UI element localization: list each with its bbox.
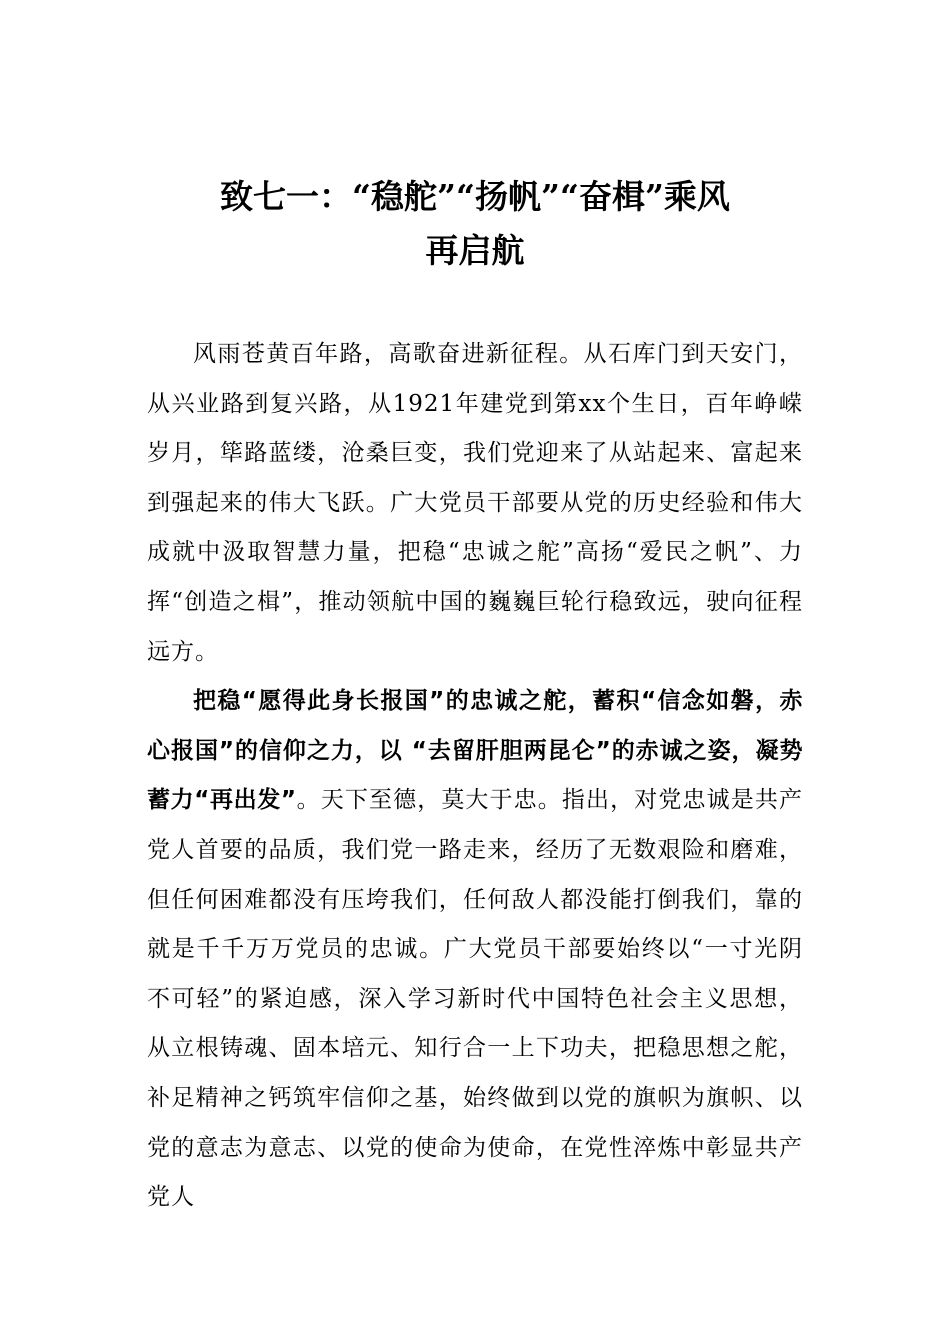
paragraph-text: 。天下至德，莫大于忠。指出，对党忠诚是共产党人首要的品质，我们党一路走来，经历了无数艰险和磨难，但任何困难都没有压垮我们，任何敌人都没能打倒我们，靠的就是千千万万党员的忠诚。广大党员干部要始终以“一寸光阴不可轻”的紧迫感，深入学习新时代中国特色社会主义思想，从立根铸魂、固本培元、知行合一上下功夫，把稳思想之舵，补足精神之钙筑牢信仰之基，始终做到以党的旗帜为旗帜、以党的意志为意志、以党的使命为使命，在党性淬炼中彰显共产党人 bbox=[147, 787, 804, 1211]
paragraph-text: 风雨苍黄百年路，高歌奋进新征程。从石库门到天安门，从兴业路到复兴路，从1921年建党到第xx个生日，百年峥嵘岁月，筚路蓝缕，沧桑巨变，我们党迎来了从站起来、富起来到强起来的伟大飞跃。广大党员干部要从党的历史经验和伟大成就中汲取智慧力量，把稳“忠诚之舵”高扬“爱民之帆”、力挥“创造之楫”，推动领航中国的巍巍巨轮行稳致远，驶向征程远方。 bbox=[147, 341, 803, 665]
paragraph bbox=[147, 330, 803, 677]
title-line-2: 再启航 bbox=[425, 231, 525, 270]
paragraph-bold-lead: 把稳“愿得此身长报国”的忠诚之舵，蓄积“信念如磐，赤心报国”的信仰之力，以 “去留肝胆两昆仑”的赤诚之姿，凝势蓄力“再出发” bbox=[147, 688, 803, 814]
paragraph bbox=[147, 677, 803, 1223]
document-title bbox=[140, 170, 810, 278]
document-body bbox=[147, 330, 803, 1223]
title-line-1: 致七一：“稳舵”“扬帆”“奋楫”乘风 bbox=[220, 177, 730, 216]
